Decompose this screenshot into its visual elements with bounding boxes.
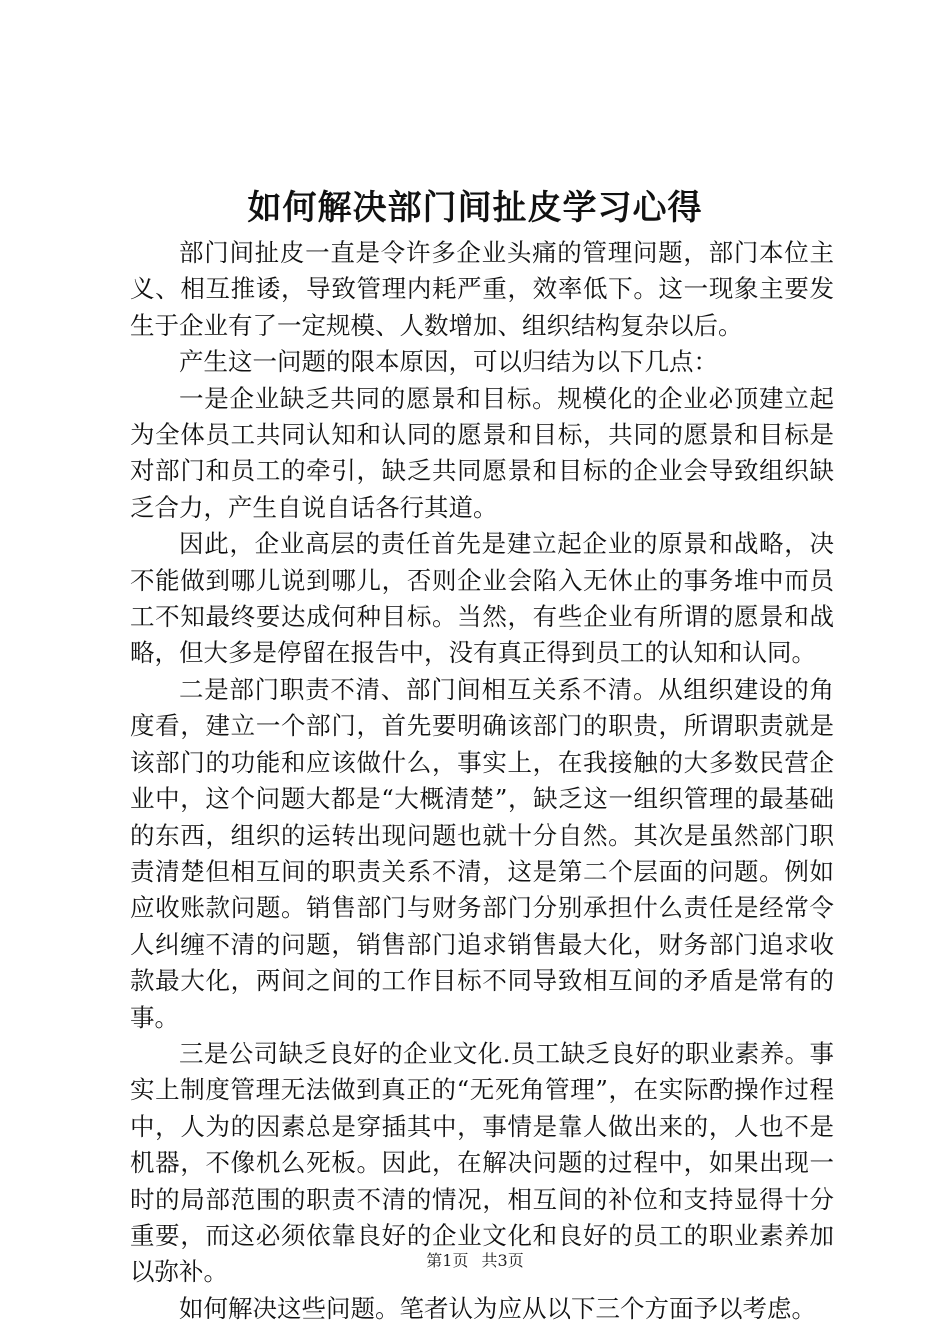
paragraph-solutions-lead: 如何解决这些问题。笔者认为应从以下三个方面予以考虑。 (179, 1293, 816, 1323)
paragraph-cause-one-detail: 因此，企业高层的责任首先是建立起企业的原景和战略，决不能做到哪儿说到哪儿，否则企业会陷入无休止的事务堆中而员工不知最终要达成何种目标。当然，有些企业有所谓的愿景和战略，但大多是停留在报告中，没有真正得到员工的认知和认同。 (130, 529, 834, 668)
page-footer (0, 1250, 950, 1272)
page-number-current: 第1页 (426, 1251, 469, 1270)
paragraph-cause-one: 一是企业缺乏共同的愿景和目标。规模化的企业必顶建立起为全体员工共同认知和认同的愿景和目标，共同的愿景和目标是对部门和员工的牵引，缺乏共同愿景和目标的企业会导致组织缺乏合力，产生自说自话各行其道。 (130, 383, 834, 522)
document-body (130, 235, 834, 1327)
paragraph-cause-two: 二是部门职责不清、部门间相互关系不清。从组织建设的角度看，建立一个部门，首先要明确该部门的职贵，所谓职责就是该部门的功能和应该做什么，事实上，在我接触的大多数民营企业中，这个问题大都是“大概清楚”，缺乏这一组织管理的最基础的东西，组织的运转出现问题也就十分自然。其次是虽然部门职责清楚但相互间的职责关系不清，这是第二个层面的问题。例如应收账款问题。销售部门与财务部门分别承担什么责任是经常令人纠缠不清的问题，销售部门追求销售最大化，财务部门追求收款最大化，两间之间的工作目标不同导致相互间的矛盾是常有的事。 (130, 674, 834, 1032)
paragraph-causes-lead: 产生这一问题的限本原因，可以归结为以下几点： (179, 347, 718, 377)
document-title: 如何解决部门间扯皮学习心得 (247, 188, 703, 228)
paragraph-intro: 部门间扯皮一直是令许多企业头痛的管理问题，部门本位主义、相互推诿，导致管理内耗严重，效率低下。这一现象主要发生于企业有了一定规模、人数增加、组织结构复杂以后。 (130, 238, 834, 340)
page-number-total: 共3页 (481, 1251, 524, 1270)
paragraph-cause-three: 三是公司缺乏良好的企业文化.员工缺乏良好的职业素养。事实上制度管理无法做到真正的“无死角管理”，在实际酌操作过程中，人为的因素总是穿插其中，事情是靠人做出来的，人也不是机器，不像机么死板。因此，在解决问题的过程中，如果出现一时的局部范围的职责不清的情况，相互间的补位和支持显得十分重要，而这必须依靠良好的企业文化和良好的员工的职业素养加以弥补。 (130, 1038, 834, 1287)
